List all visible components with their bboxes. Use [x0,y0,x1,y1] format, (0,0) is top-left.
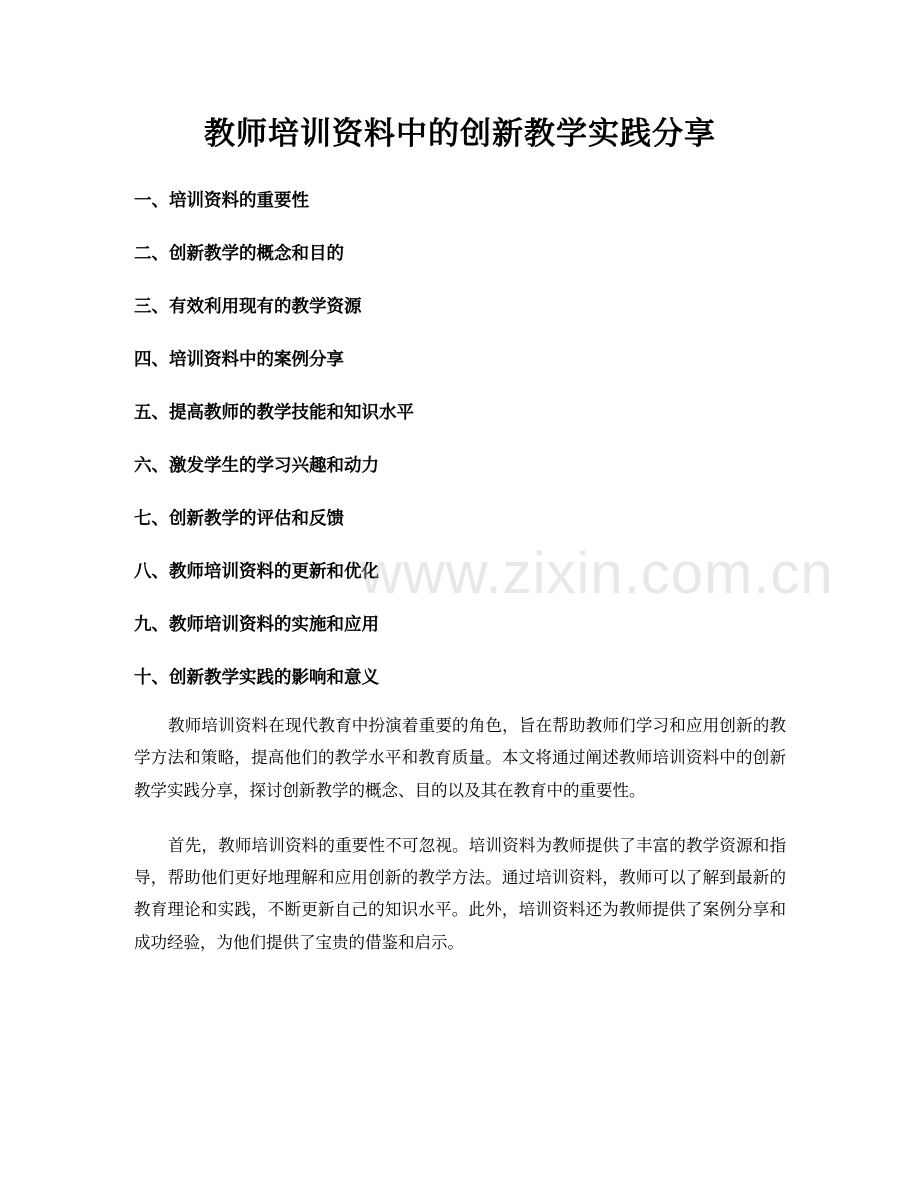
toc-item: 四、培训资料中的案例分享 [134,350,344,370]
paragraph-intro: 教师培训资料在现代教育中扮演着重要的角色，旨在帮助教师们学习和应用创新的教学方法和策略，提高他们的教学水平和教育质量。本文将通过阐述教师培训资料中的创新教学实践分享，探讨创新教学的概念、目的以及其在教育中的重要性。 [134,716,786,800]
body-text [134,710,786,982]
toc-item: 一、培训资料的重要性 [134,191,309,211]
toc-item: 八、教师培训资料的更新和优化 [134,562,379,582]
watermark: www.zixin.com.cn [360,541,834,606]
document-title: 教师培训资料中的创新教学实践分享 [204,116,716,152]
toc-item: 二、创新教学的概念和目的 [134,244,344,264]
table-of-contents [134,186,414,716]
toc-item: 六、激发学生的学习兴趣和动力 [134,456,379,476]
toc-item: 七、创新教学的评估和反馈 [134,509,344,529]
toc-item: 三、有效利用现有的教学资源 [134,297,362,317]
toc-item: 九、教师培训资料的实施和应用 [134,615,379,635]
toc-item: 五、提高教师的教学技能和知识水平 [134,403,414,423]
toc-item: 十、创新教学实践的影响和意义 [134,668,379,688]
paragraph-importance: 首先，教师培训资料的重要性不可忽视。培训资料为教师提供了丰富的教学资源和指导，帮助他们更好地理解和应用创新的教学方法。通过培训资料，教师可以了解到最新的教育理论和实践，不断更新自己的知识水平。此外，培训资料还为教师提供了案例分享和成功经验，为他们提供了宝贵的借鉴和启示。 [134,835,786,952]
